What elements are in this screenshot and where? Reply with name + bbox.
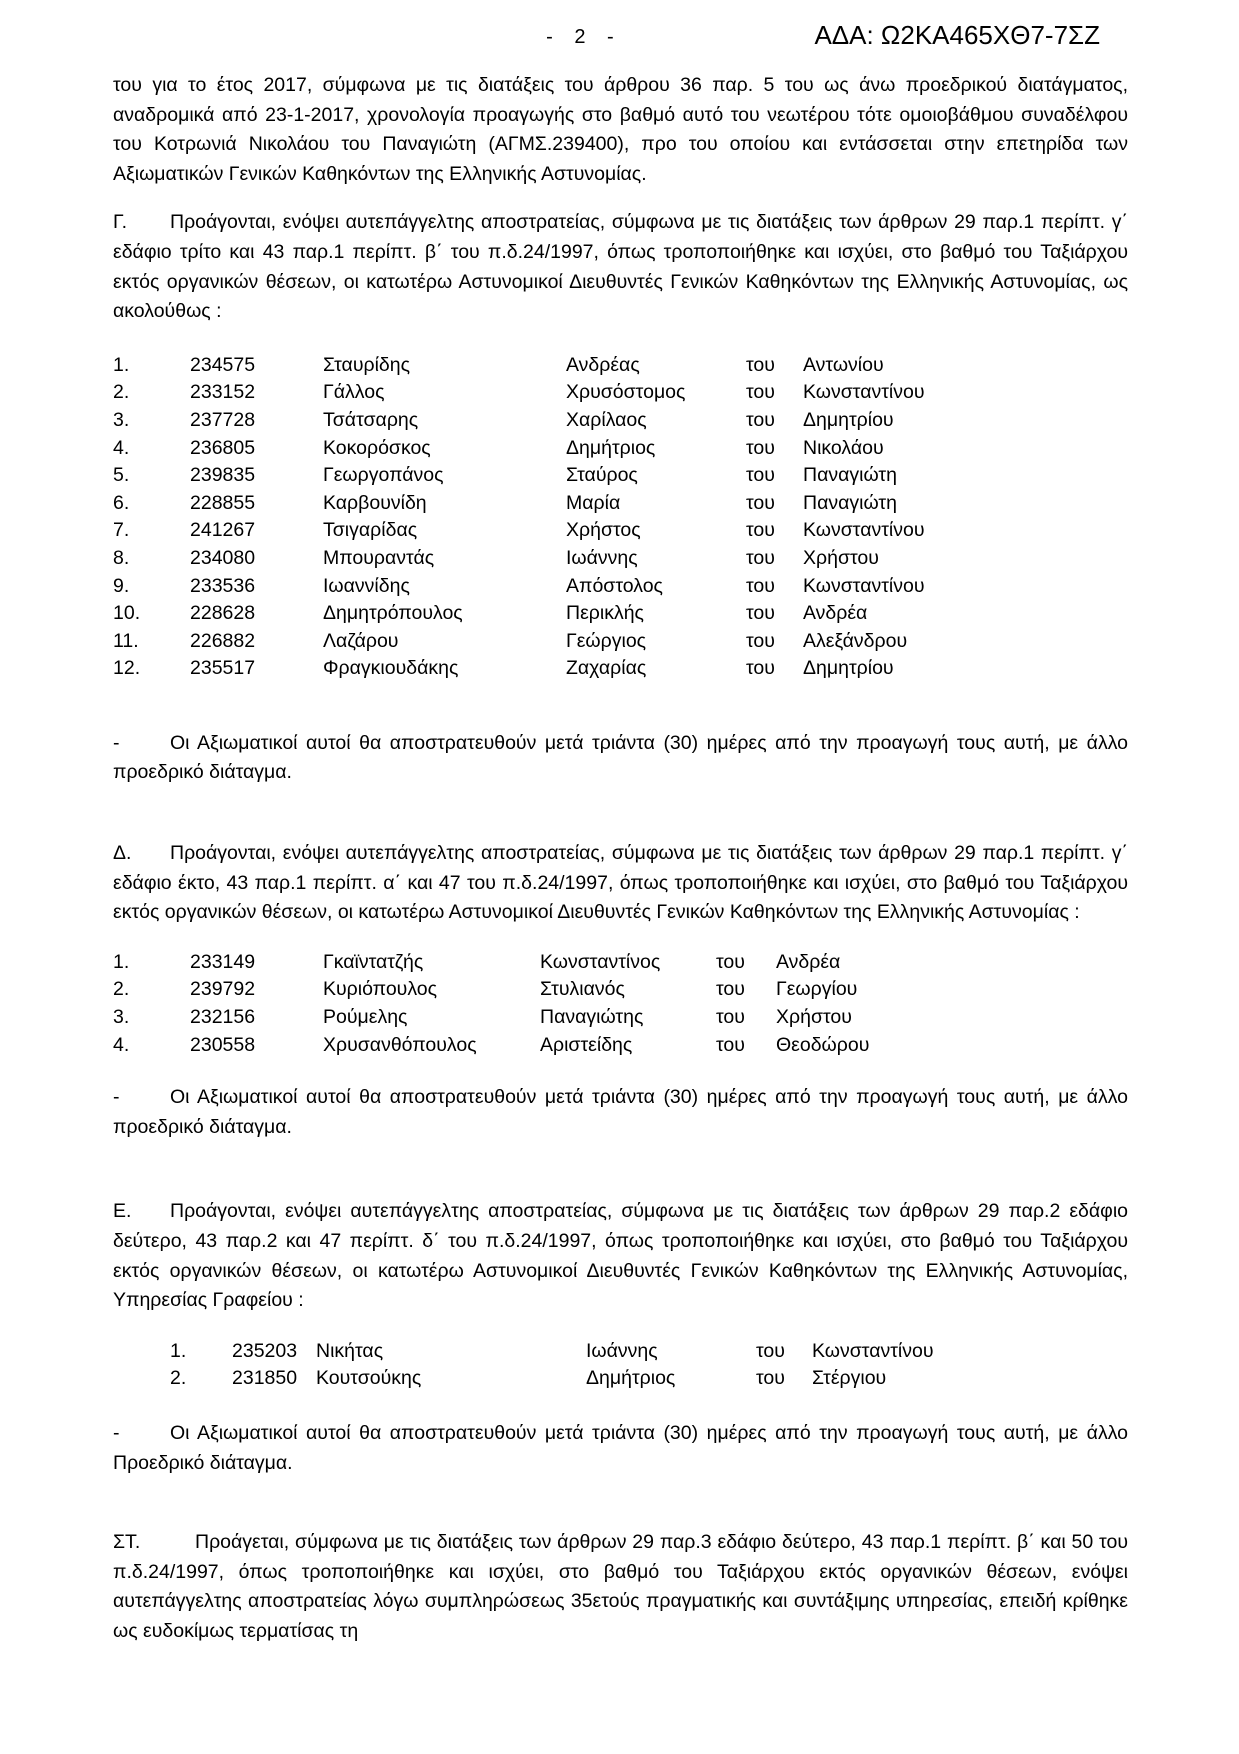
roster-row-surname: Σταυρίδης <box>323 353 411 376</box>
roster-row-tou: του <box>746 657 775 680</box>
section-d <box>113 839 1128 1142</box>
section-c-note <box>113 729 1128 788</box>
roster-row-tou: του <box>746 464 775 487</box>
roster-row-firstname: Ζαχαρίας <box>566 657 647 680</box>
roster-row-number: 7. <box>113 519 130 542</box>
roster-row-agms: 234080 <box>190 546 256 569</box>
section-c-paragraph <box>113 208 1128 326</box>
roster-row-number: 3. <box>113 408 130 431</box>
roster-row-surname: Κουτσούκης <box>316 1367 422 1390</box>
roster-row-agms: 239835 <box>190 464 256 487</box>
section-c <box>113 208 1128 788</box>
roster-row-firstname: Χρυσόστομος <box>566 381 686 404</box>
roster-row-agms: 228628 <box>190 602 256 625</box>
roster-row-father: Παναγιώτη <box>803 491 897 514</box>
roster-row-surname: Γάλλος <box>323 381 385 404</box>
roster-row-agms: 231850 <box>232 1367 298 1390</box>
roster-row-firstname: Δημήτριος <box>566 436 656 459</box>
roster-row-number: 3. <box>113 1006 130 1029</box>
roster-row-tou: του <box>716 1033 745 1056</box>
roster-row-number: 4. <box>113 436 130 459</box>
roster-row-father: Χρήστου <box>776 1006 852 1029</box>
roster-row-firstname: Περικλής <box>566 602 644 625</box>
roster-row-father: Κωνσταντίνου <box>812 1339 934 1362</box>
roster-row-tou: του <box>756 1367 785 1390</box>
roster-section-d <box>113 949 1128 1059</box>
roster-row-agms: 241267 <box>190 519 256 542</box>
section-c-note-text: Οι Αξιωματικοί αυτοί θα αποστρατευθούν μετά τριάντα (30) ημέρες από την προαγωγή τους αυτή, με άλλο προεδρικό διάταγμα. <box>113 731 1128 784</box>
roster-row-father: Θεοδώρου <box>776 1033 870 1056</box>
roster-row-agms: 233149 <box>190 950 256 973</box>
roster-row-firstname: Μαρία <box>566 491 621 514</box>
section-e <box>113 1197 1128 1478</box>
roster-row-firstname: Δημήτριος <box>586 1367 676 1390</box>
roster-row-tou: του <box>746 602 775 625</box>
roster-row-surname: Τσιγαρίδας <box>323 519 418 542</box>
roster-row-firstname: Σταύρος <box>566 464 638 487</box>
roster-row-father: Ανδρέα <box>776 950 841 973</box>
roster-row-number: 4. <box>113 1033 130 1056</box>
section-d-note <box>113 1083 1128 1142</box>
section-d-note-text: Οι Αξιωματικοί αυτοί θα αποστρατευθούν μετά τριάντα (30) ημέρες από την προαγωγή τους αυτή, με άλλο προεδρικό διάταγμα. <box>113 1086 1128 1138</box>
roster-section-c <box>113 352 1128 683</box>
roster-row-father: Αλεξάνδρου <box>803 629 908 652</box>
roster-row-father: Παναγιώτη <box>803 464 897 487</box>
roster-row-firstname: Γεώργιος <box>566 629 647 652</box>
section-st-label: ΣΤ. <box>113 1531 141 1554</box>
section-e-note-text: Οι Αξιωματικοί αυτοί θα αποστρατευθούν μετά τριάντα (30) ημέρες από την προαγωγή τους αυτή, με άλλο Προεδρικό διάταγμα. <box>113 1421 1128 1474</box>
roster-row-agms: 234575 <box>190 353 256 376</box>
roster-row-surname: Ρούμελης <box>323 1006 408 1029</box>
roster-row-agms: 233152 <box>190 381 256 404</box>
section-st-paragraph <box>113 1528 1128 1646</box>
roster-row-firstname: Ιωάννης <box>586 1339 658 1362</box>
section-e-label: Ε. <box>113 1200 132 1223</box>
roster-row-surname: Φραγκιουδάκης <box>323 657 459 680</box>
roster-row-father: Κωνσταντίνου <box>803 519 925 542</box>
roster-row-firstname: Παναγιώτης <box>540 1006 644 1029</box>
roster-row-tou: του <box>756 1339 785 1362</box>
section-c-text: Προάγονται, ενόψει αυτεπάγγελτης αποστρατείας, σύμφωνα με τις διατάξεις των άρθρων 29 παρ.1 περίπτ. γ΄ εδάφιο τρίτο και 43 παρ.1 περίπτ. β΄ του π.δ.24/1997, όπως τροποποιήθηκε και ισχύει, στο βαθμό του Ταξιάρχου εκτός οργανικών θέσεων, οι κατωτέρω Αστυνομικοί Διευθυντές Γενικών Καθηκόντων της Ελληνικής Αστυνομίας, ως ακολούθως : <box>113 211 1128 323</box>
page-number: - 2 - <box>546 26 614 48</box>
roster-row-firstname: Χρήστος <box>566 519 641 542</box>
section-st-text: Προάγεται, σύμφωνα με τις διατάξεις των άρθρων 29 παρ.3 εδάφιο δεύτερο, 43 παρ.1 περίπτ. β΄ και 50 του π.δ.24/1997, όπως τροποποιήθηκε και ισχύει, στο βαθμό του Ταξιάρχου εκτός οργανικών θέσεων, ενόψει αυτεπάγγελτης αποστρατείας λόγω συμπληρώσεως 35ετούς πραγματικής και συντάξιμης υπηρεσίας, επειδή κρίθηκε ως ευδοκίμως τερματίσας τη <box>113 1531 1128 1642</box>
roster-row-number: 6. <box>113 491 130 514</box>
section-e-paragraph <box>113 1197 1128 1315</box>
roster-row-tou: του <box>746 519 775 542</box>
roster-row-number: 1. <box>113 950 130 973</box>
roster-row-tou: του <box>746 629 775 652</box>
section-st <box>113 1528 1128 1646</box>
roster-row-father: Δημητρίου <box>803 657 894 680</box>
roster-row-tou: του <box>746 574 775 597</box>
roster-row-agms: 237728 <box>190 408 256 431</box>
roster-row-tou: του <box>716 950 745 973</box>
roster-row-tou: του <box>746 353 775 376</box>
roster-row-firstname: Κωνσταντίνος <box>540 950 661 973</box>
roster-row-surname: Νικήτας <box>316 1339 384 1362</box>
roster-row-surname: Χρυσανθόπουλος <box>323 1033 477 1056</box>
note-dash: - <box>113 1086 120 1109</box>
roster-row-surname: Κοκορόσκος <box>323 436 431 459</box>
page-header <box>113 20 1128 60</box>
note-dash: - <box>113 1421 120 1444</box>
roster-row-tou: του <box>746 546 775 569</box>
roster-row-agms: 233536 <box>190 574 256 597</box>
roster-row-number: 8. <box>113 546 130 569</box>
roster-row-father: Χρήστου <box>803 546 879 569</box>
roster-row-number: 12. <box>113 657 141 680</box>
roster-row-tou: του <box>746 491 775 514</box>
roster-row-number: 1. <box>113 353 130 376</box>
roster-row-tou: του <box>746 436 775 459</box>
section-e-text: Προάγονται, ενόψει αυτεπάγγελτης αποστρατείας, σύμφωνα με τις διατάξεις των άρθρων 29 παρ.2 εδάφιο δεύτερο, 43 παρ.2 και 47 περίπτ. δ΄ του π.δ.24/1997, όπως τροποποιήθηκε και ισχύει, στο βαθμό του Ταξιάρχου εκτός οργανικών θέσεων, οι κατωτέρω Αστυνομικοί Διευθυντές Γενικών Καθηκόντων της Ελληνικής Αστυνομίας, Υπηρεσίας Γραφείου : <box>113 1200 1128 1312</box>
roster-row-surname: Κυριόπουλος <box>323 978 438 1001</box>
roster-row-number: 2. <box>113 978 130 1001</box>
roster-row-surname: Δημητρόπουλος <box>323 602 463 625</box>
roster-row-father: Δημητρίου <box>803 408 894 431</box>
roster-row-agms: 235203 <box>232 1339 298 1362</box>
roster-row-agms: 230558 <box>190 1033 256 1056</box>
roster-row-father: Ανδρέα <box>803 602 868 625</box>
roster-row-tou: του <box>746 408 775 431</box>
roster-row-number: 9. <box>113 574 130 597</box>
roster-row-father: Κωνσταντίνου <box>803 574 925 597</box>
section-d-label: Δ. <box>113 842 132 865</box>
note-dash: - <box>113 731 120 754</box>
roster-row-surname: Τσάτσαρης <box>323 408 419 431</box>
roster-row-father: Κωνσταντίνου <box>803 381 925 404</box>
ada-code: ΑΔΑ: Ω2ΚΑ465ΧΘ7-7ΣΖ <box>814 20 1100 50</box>
roster-row-firstname: Χαρίλαος <box>566 408 647 431</box>
roster-row-surname: Μπουραντάς <box>323 546 435 569</box>
roster-row-surname: Ιωαννίδης <box>323 574 410 597</box>
roster-row-agms: 226882 <box>190 629 256 652</box>
roster-row-father: Νικολάου <box>803 436 884 459</box>
roster-row-number: 10. <box>113 602 141 625</box>
roster-row-surname: Λαζάρου <box>323 629 399 652</box>
roster-row-firstname: Αριστείδης <box>540 1033 633 1056</box>
roster-row-number: 5. <box>113 464 130 487</box>
roster-row-number: 1. <box>170 1339 187 1362</box>
roster-row-number: 11. <box>113 629 139 652</box>
roster-row-tou: του <box>716 1006 745 1029</box>
roster-row-father: Στέργιου <box>812 1367 887 1390</box>
intro-paragraph: του για το έτος 2017, σύμφωνα με τις διατάξεις του άρθρου 36 παρ. 5 του ως άνω προεδρικού διατάγματος, αναδρομικά από 23-1-2017, χρονολογία προαγωγής στο βαθμό αυτό του νεωτέρου τότε ομοιοβάθμου συναδέλφου του Κοτρωνιά Νικολάου του Παναγιώτη (ΑΓΜΣ.239400), προ του οποίου και εντάσσεται στην επετηρίδα των Αξιωματικών Γενικών Καθηκόντων της Ελληνικής Αστυνομίας. <box>113 74 1128 185</box>
roster-row-firstname: Ανδρέας <box>566 353 640 376</box>
section-e-note <box>113 1419 1128 1478</box>
roster-row-agms: 235517 <box>190 657 256 680</box>
section-d-text: Προάγονται, ενόψει αυτεπάγγελτης αποστρατείας, σύμφωνα με τις διατάξεις των άρθρων 29 παρ.1 περίπτ. γ΄ εδάφιο έκτο, 43 παρ.1 περίπτ. α΄ και 47 του π.δ.24/1997, όπως τροποποιήθηκε και ισχύει, στο βαθμό του Ταξιάρχου εκτός οργανικών θέσεων, οι κατωτέρω Αστυνομικοί Διευθυντές Γενικών Καθηκόντων της Ελληνικής Αστυνομίας : <box>113 842 1128 924</box>
roster-row-surname: Καρβουνίδη <box>323 491 427 514</box>
roster-row-tou: του <box>716 978 745 1001</box>
roster-row-father: Αντωνίου <box>803 353 884 376</box>
roster-row-tou: του <box>746 381 775 404</box>
roster-row-firstname: Απόστολος <box>566 574 663 597</box>
roster-row-firstname: Στυλιανός <box>540 978 625 1001</box>
roster-section-e <box>113 1338 1128 1393</box>
roster-row-surname: Γεωργοπάνος <box>323 464 444 487</box>
section-d-paragraph <box>113 839 1128 928</box>
roster-row-agms: 232156 <box>190 1006 256 1029</box>
roster-row-surname: Γκαϊντατζής <box>323 950 424 973</box>
roster-row-firstname: Ιωάννης <box>566 546 638 569</box>
roster-row-agms: 236805 <box>190 436 256 459</box>
roster-row-number: 2. <box>113 381 130 404</box>
section-c-label: Γ. <box>113 211 128 234</box>
roster-row-number: 2. <box>170 1367 187 1390</box>
roster-row-agms: 239792 <box>190 978 256 1001</box>
roster-row-father: Γεωργίου <box>776 978 858 1001</box>
roster-row-agms: 228855 <box>190 491 256 514</box>
